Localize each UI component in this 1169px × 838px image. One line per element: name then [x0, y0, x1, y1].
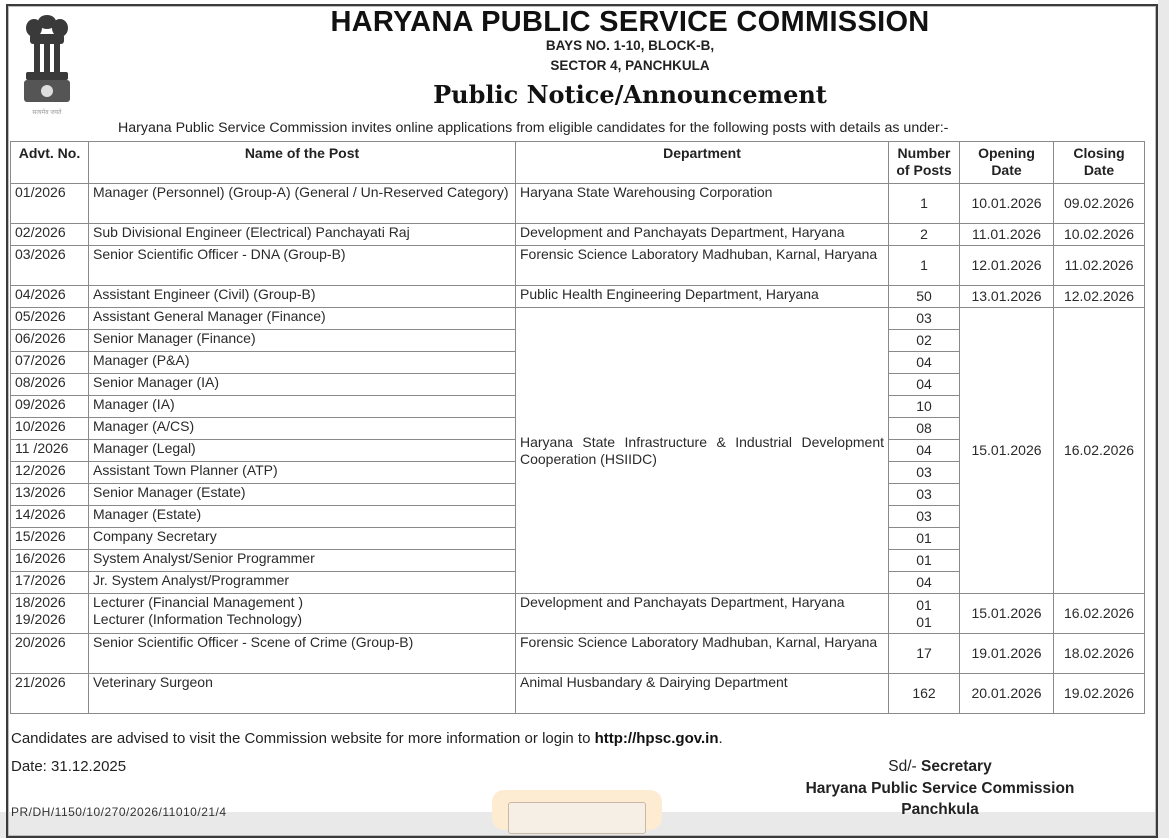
table-row	[11, 286, 1145, 308]
advt-no-cell: 03/2026	[11, 246, 89, 286]
num-posts-cell: 04	[889, 440, 960, 462]
num-posts-cell: 04	[889, 374, 960, 396]
signature-line	[780, 758, 1100, 776]
opening-date-cell: 20.01.2026	[960, 674, 1054, 714]
post-name-cell	[89, 594, 516, 634]
table-row	[11, 308, 1145, 330]
posts-table	[10, 141, 1145, 714]
department-cell: Development and Panchayats Department, Haryana	[516, 594, 889, 634]
advt-no-cell: 10/2026	[11, 418, 89, 440]
emblem-caption: सत्यमेव जयते	[32, 110, 62, 116]
advt-no-cell: 12/2026	[11, 462, 89, 484]
num-posts-line: 01	[916, 596, 932, 613]
closing-date-cell: 16.02.2026	[1054, 594, 1145, 634]
intro-text: Haryana Public Service Commission invites online applications from eligible candidates for the following posts with details as under:-	[118, 120, 949, 136]
advt-no-cell: 16/2026	[11, 550, 89, 572]
department-cell: Forensic Science Laboratory Madhuban, Karnal, Haryana	[516, 634, 889, 674]
advt-no-cell: 11 /2026	[11, 440, 89, 462]
advt-no-cell: 09/2026	[11, 396, 89, 418]
post-name-cell: Senior Manager (Finance)	[89, 330, 516, 352]
post-name-cell: System Analyst/Senior Programmer	[89, 550, 516, 572]
post-name-cell: Manager (Personnel) (Group-A) (General / Un-Reserved Category)	[89, 184, 516, 224]
post-name-cell: Senior Manager (IA)	[89, 374, 516, 396]
department-cell: Public Health Engineering Department, Haryana	[516, 286, 889, 308]
sign-organisation: Haryana Public Service Commission	[805, 780, 1075, 797]
address-line-1: BAYS NO. 1-10, BLOCK-B,	[545, 38, 715, 53]
post-name-cell: Senior Manager (Estate)	[89, 484, 516, 506]
num-posts-cell: 03	[889, 506, 960, 528]
post-name-cell: Senior Scientific Officer - DNA (Group-B)	[89, 246, 516, 286]
advt-no-cell: 17/2026	[11, 572, 89, 594]
post-name-line: Lecturer (Financial Management )	[93, 594, 304, 610]
sign-place: Panchkula	[901, 801, 979, 818]
num-posts-cell: 03	[889, 462, 960, 484]
advice-suffix: .	[718, 730, 723, 747]
advt-no-cell	[11, 594, 89, 634]
table-row	[11, 634, 1145, 674]
header-closing-date: Closing Date	[1054, 142, 1145, 184]
table-row	[11, 674, 1145, 714]
overlay-input[interactable]	[508, 802, 646, 834]
advt-no-cell: 04/2026	[11, 286, 89, 308]
overlay-popup[interactable]	[492, 790, 662, 830]
num-posts-cell: 01	[889, 550, 960, 572]
advt-no-cell: 20/2026	[11, 634, 89, 674]
post-name-cell: Assistant Engineer (Civil) (Group-B)	[89, 286, 516, 308]
post-name-cell: Assistant Town Planner (ATP)	[89, 462, 516, 484]
advice-text: Candidates are advised to visit the Commission website for more information or login to	[11, 730, 595, 747]
closing-date-cell: 12.02.2026	[1054, 286, 1145, 308]
table-row	[11, 246, 1145, 286]
address-line-2: SECTOR 4, PANCHKULA	[550, 58, 710, 73]
opening-date-cell: 13.01.2026	[960, 286, 1054, 308]
advt-no-cell: 02/2026	[11, 224, 89, 246]
num-posts-cell: 162	[889, 674, 960, 714]
num-posts-cell: 08	[889, 418, 960, 440]
notice-title: Public Notice/Announcement	[433, 80, 827, 109]
advt-no-cell: 13/2026	[11, 484, 89, 506]
website-link[interactable]: http://hpsc.gov.in	[594, 730, 719, 747]
post-name-cell: Veterinary Surgeon	[89, 674, 516, 714]
header-opening-date: Opening Date	[960, 142, 1054, 184]
advt-no-cell: 15/2026	[11, 528, 89, 550]
num-posts-cell: 10	[889, 396, 960, 418]
header-department: Department	[516, 142, 889, 184]
sign-title: Secretary	[921, 758, 992, 775]
opening-date-cell: 15.01.2026	[960, 308, 1054, 594]
closing-date-cell: 18.02.2026	[1054, 634, 1145, 674]
post-name-cell: Sub Divisional Engineer (Electrical) Panchayati Raj	[89, 224, 516, 246]
advt-no-cell: 06/2026	[11, 330, 89, 352]
commission-title: HARYANA PUBLIC SERVICE COMMISSION	[330, 6, 930, 38]
post-name-cell: Assistant General Manager (Finance)	[89, 308, 516, 330]
post-name-cell: Manager (P&A)	[89, 352, 516, 374]
opening-date-cell: 11.01.2026	[960, 224, 1054, 246]
num-posts-cell: 1	[889, 184, 960, 224]
post-name-cell: Manager (A/CS)	[89, 418, 516, 440]
department-cell: Haryana State Infrastructure & Industrial Development Cooperation (HSIIDC)	[516, 308, 889, 594]
sign-prefix: Sd/-	[888, 758, 922, 775]
post-name-cell: Manager (Legal)	[89, 440, 516, 462]
post-name-cell: Manager (Estate)	[89, 506, 516, 528]
post-name-cell: Jr. System Analyst/Programmer	[89, 572, 516, 594]
ashoka-emblem-icon	[16, 8, 78, 116]
advt-no-cell: 21/2026	[11, 674, 89, 714]
header-advt-no: Advt. No.	[11, 142, 89, 184]
num-posts-cell: 03	[889, 308, 960, 330]
advt-no-cell: 07/2026	[11, 352, 89, 374]
num-posts-cell: 2	[889, 224, 960, 246]
department-cell: Development and Panchayats Department, Haryana	[516, 224, 889, 246]
post-name-cell: Company Secretary	[89, 528, 516, 550]
closing-date-cell: 09.02.2026	[1054, 184, 1145, 224]
opening-date-cell: 12.01.2026	[960, 246, 1054, 286]
table-row	[11, 594, 1145, 634]
advt-no-line: 18/2026	[15, 594, 66, 610]
post-name-line: Lecturer (Information Technology)	[93, 611, 303, 627]
closing-date-cell: 10.02.2026	[1054, 224, 1145, 246]
table-row	[11, 184, 1145, 224]
department-cell: Animal Husbandary & Dairying Department	[516, 674, 889, 714]
closing-date-cell: 19.02.2026	[1054, 674, 1145, 714]
post-name-cell: Senior Scientific Officer - Scene of Crime (Group-B)	[89, 634, 516, 674]
num-posts-cell: 04	[889, 572, 960, 594]
table-header-row	[11, 142, 1145, 184]
num-posts-cell: 50	[889, 286, 960, 308]
num-posts-cell: 1	[889, 246, 960, 286]
advice-note	[11, 730, 723, 747]
header-num-posts: Number of Posts	[889, 142, 960, 184]
department-cell: Haryana State Warehousing Corporation	[516, 184, 889, 224]
opening-date-cell: 19.01.2026	[960, 634, 1054, 674]
header-post: Name of the Post	[89, 142, 516, 184]
advt-no-cell: 14/2026	[11, 506, 89, 528]
num-posts-cell	[889, 594, 960, 634]
closing-date-cell: 11.02.2026	[1054, 246, 1145, 286]
opening-date-cell: 15.01.2026	[960, 594, 1054, 634]
num-posts-line: 01	[916, 613, 932, 630]
num-posts-cell: 01	[889, 528, 960, 550]
table-row	[11, 224, 1145, 246]
department-cell: Forensic Science Laboratory Madhuban, Karnal, Haryana	[516, 246, 889, 286]
num-posts-cell: 17	[889, 634, 960, 674]
closing-date-cell: 16.02.2026	[1054, 308, 1145, 594]
reference-number: PR/DH/1150/10/270/2026/11010/21/4	[11, 805, 227, 819]
advt-no-cell: 01/2026	[11, 184, 89, 224]
opening-date-cell: 10.01.2026	[960, 184, 1054, 224]
advt-no-cell: 05/2026	[11, 308, 89, 330]
post-name-cell: Manager (IA)	[89, 396, 516, 418]
num-posts-cell: 02	[889, 330, 960, 352]
notice-date: Date: 31.12.2025	[11, 758, 127, 775]
advt-no-line: 19/2026	[15, 611, 66, 627]
num-posts-cell: 03	[889, 484, 960, 506]
num-posts-cell: 04	[889, 352, 960, 374]
advt-no-cell: 08/2026	[11, 374, 89, 396]
